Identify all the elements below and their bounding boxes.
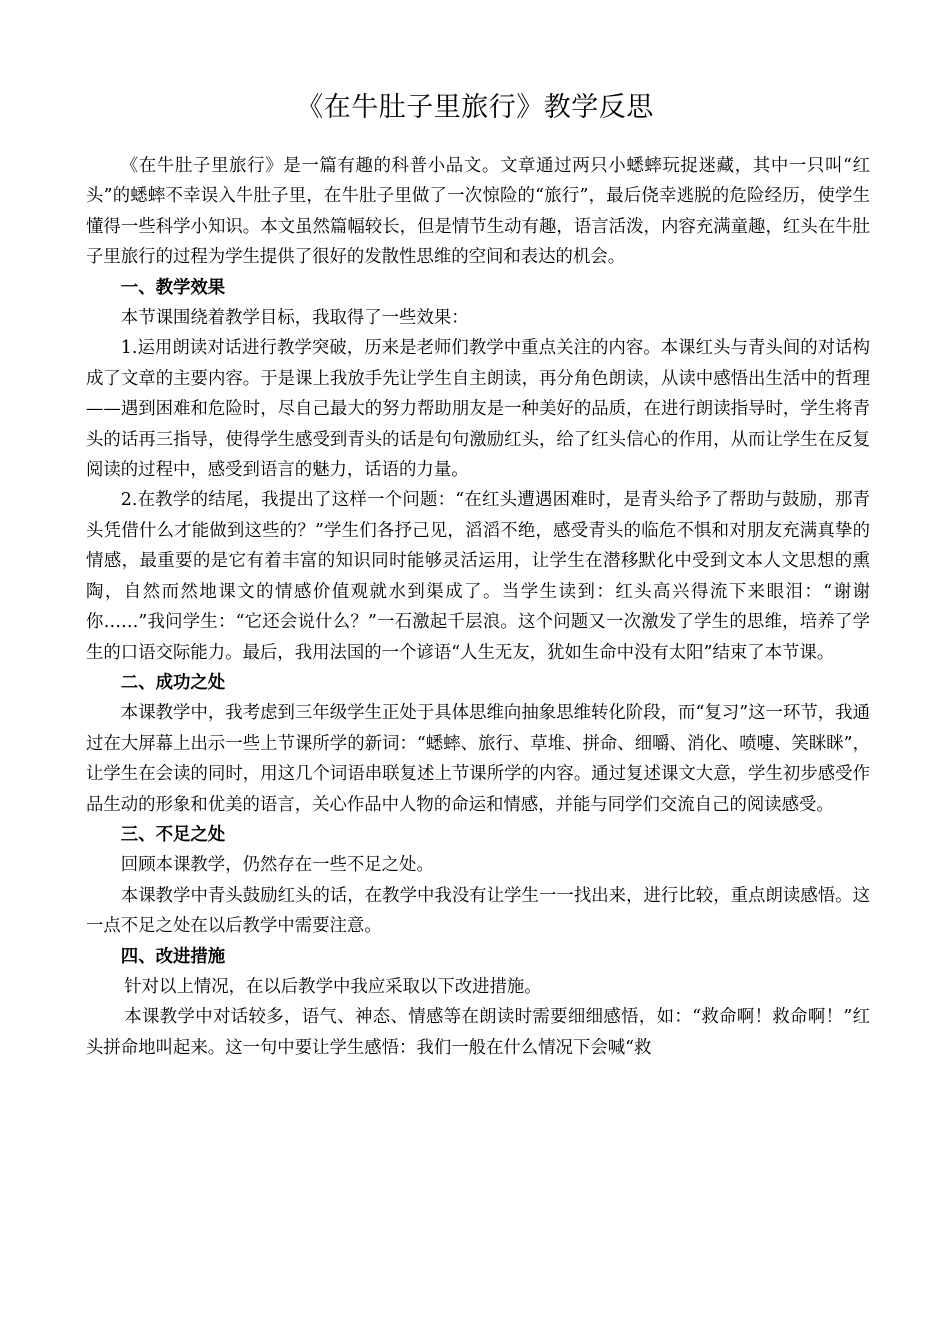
effect-paragraph-1: 本节课围绕着教学目标，我取得了一些效果：	[120, 308, 469, 329]
section-heading-shortcomings: 三、不足之处	[120, 824, 226, 845]
intro-paragraph: 《在牛肚子里旅行》是一篇有趣的科普小品文。文章通过两只小蟋蟀玩捉迷藏，其中一只叫“红头”的蟋蟀不幸误入牛肚子里，在牛肚子里做了一次惊险的“旅行”，最后侥幸逃脱的危险经历，使学生懂得一些科学小知识。本文虽然篇幅较长，但是情节生动有趣，语言活泼，内容充满童趣，红头在牛肚子里旅行的过程为学生提供了很好的发散性思维的空间和表达的机会。	[86, 156, 870, 268]
document-title: 《在牛肚子里旅行》教学反思	[296, 92, 654, 123]
effect-paragraph-2: 1.运用朗读对话进行教学突破，历来是老师们教学中重点关注的内容。本课红头与青头间的对话构成了文章的主要内容。于是课上我放手先让学生自主朗读，再分角色朗读，从读中感悟出生活中的哲理——遇到困难和危险时，尽自己最大的努力帮助朋友是一种美好的品质，在进行朗读指导时，学生将青头的话再三指导，使得学生感受到青头的话是句句激励红头，给了红头信心的作用，从而让学生在反复阅读的过程中，感受到语言的魅力，话语的力量。	[86, 338, 870, 481]
improvement-paragraph-1: 针对以上情况，在以后教学中我应采取以下改进措施。	[124, 976, 542, 997]
section-heading-effect: 一、教学效果	[120, 277, 226, 298]
shortcomings-paragraph-2: 本课教学中青头鼓励红头的话，在教学中我没有让学生一一找出来，进行比较，重点朗读感悟。这一点不足之处在以后教学中需要注意。	[86, 885, 870, 937]
success-paragraph-1: 本课教学中，我考虑到三年级学生正处于具体思维向抽象思维转化阶段，而“复习”这一环节，我通过在大屏幕上出示一些上节课所学的新词：“蟋蟀、旅行、草堆、拼命、细嚼、消化、喷嚏、笑眯眯”，让学生在会读的同时，用这几个词语串联复述上节课所学的内容。通过复述课文大意，学生初步感受作品生动的形象和优美的语言，关心作品中人物的命运和情感，并能与同学们交流自己的阅读感受。	[86, 703, 870, 815]
section-heading-improvement: 四、改进措施	[120, 946, 226, 967]
section-heading-success: 二、成功之处	[120, 672, 226, 693]
shortcomings-paragraph-1: 回顾本课教学，仍然存在一些不足之处。	[120, 855, 434, 876]
improvement-paragraph-2: 本课教学中对话较多，语气、神态、情感等在朗读时需要细细感悟，如：“救命啊！救命啊！”红头拼命地叫起来。这一句中要让学生感悟：我们一般在什么情况下会喊“救	[86, 1007, 870, 1058]
document-body	[86, 151, 870, 1063]
effect-paragraph-3: 2.在教学的结尾，我提出了这样一个问题：“在红头遭遇困难时，是青头给予了帮助与鼓励，那青头凭借什么才能做到这些的？”学生们各抒己见，滔滔不绝，感受青头的临危不惧和对朋友充满真挚的情感，最重要的是它有着丰富的知识同时能够灵活运用，让学生在潜移默化中受到文本人文思想的熏陶，自然而然地课文的情感价值观就水到渠成了。当学生读到：红头高兴得流下来眼泪：“谢谢你……”我问学生：“它还会说什么？”一石激起千层浪。这个问题又一次激发了学生的思维，培养了学生的口语交际能力。最后，我用法国的一个谚语“人生无友，犹如生命中没有太阳”结束了本节课。	[86, 490, 870, 663]
